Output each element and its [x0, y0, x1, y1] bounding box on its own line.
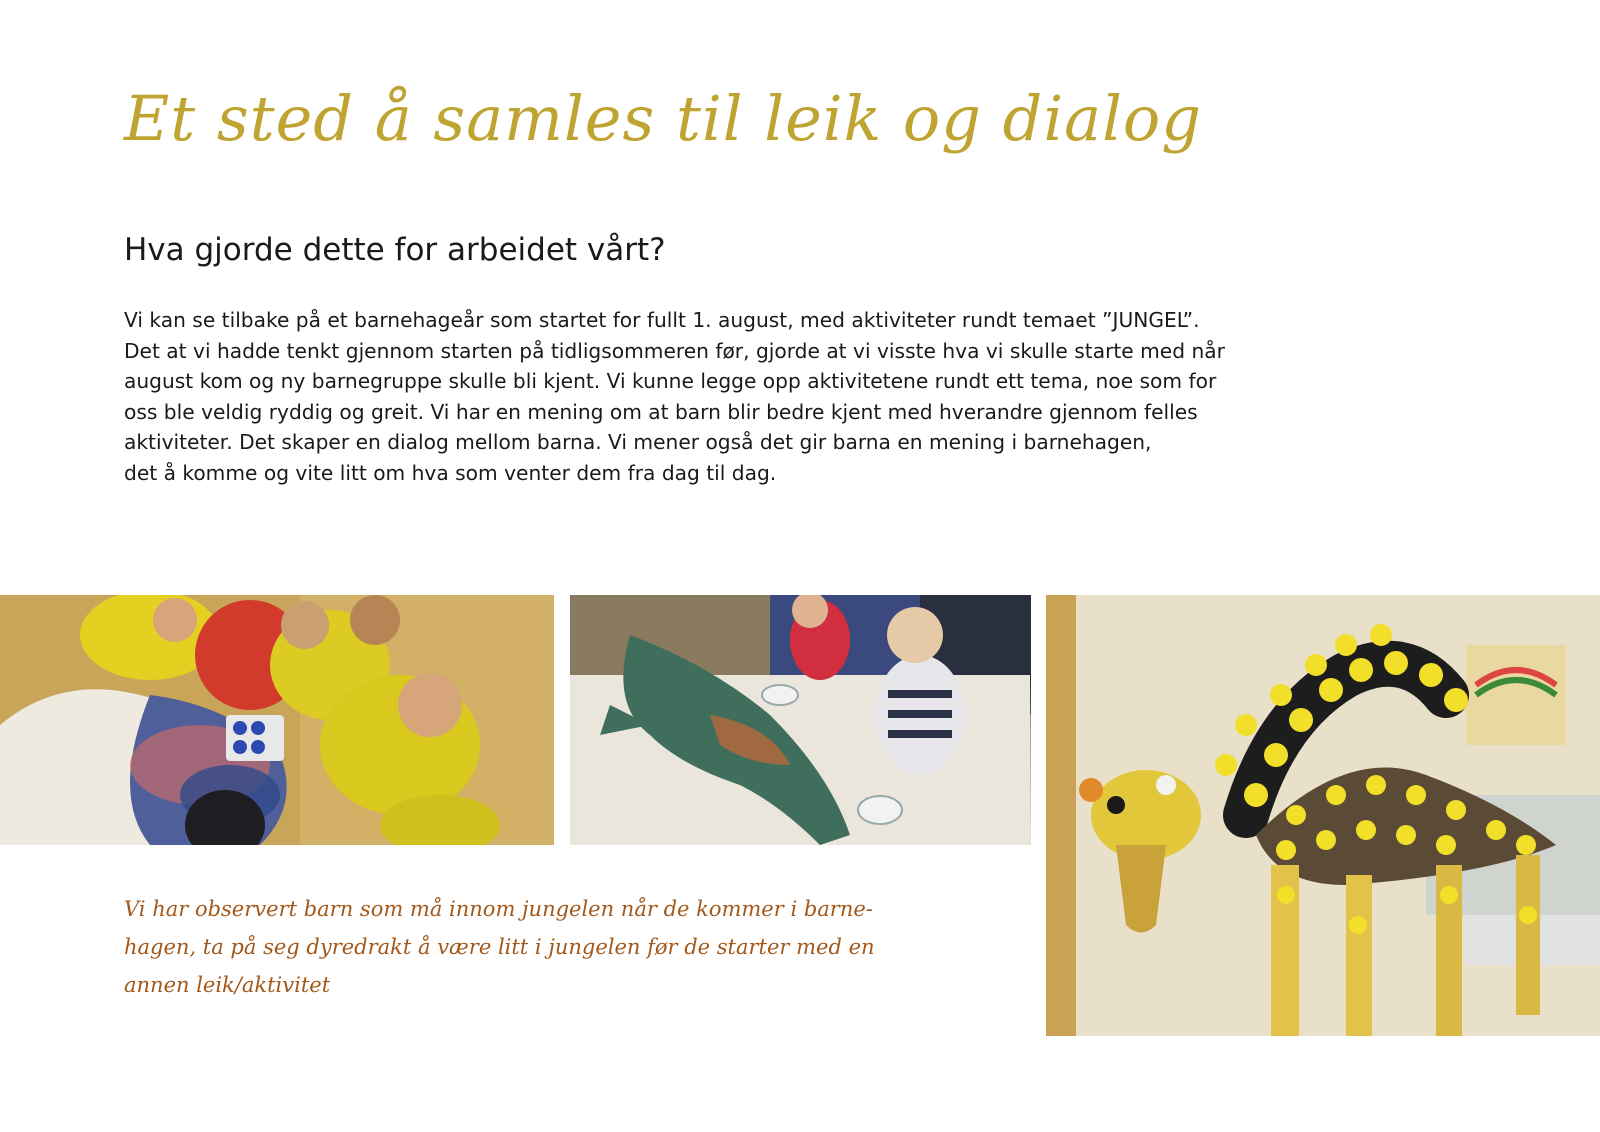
- photo-children-painting-floor: [0, 595, 554, 845]
- caption-line: annen leik/aktivitet: [124, 973, 331, 997]
- page-title: Et sted å samles til leik og dialog: [124, 82, 1202, 155]
- caption-line: Vi har observert barn som må innom jungelen når de kommer i barne-: [124, 897, 873, 921]
- body-line: Vi kan se tilbake på et barnehageår som startet for fullt 1. august, med aktiviteter rundt temaet ”JUNGEL”.: [124, 308, 1200, 332]
- caption-line: hagen, ta på seg dyredrakt å være litt i jungelen før de starter med en: [124, 935, 875, 959]
- photo-giraffe-sculpture: [1046, 595, 1600, 1036]
- body-paragraph: [124, 305, 1444, 488]
- photo-children-crocodile: [570, 595, 1031, 845]
- body-line: Det at vi hadde tenkt gjennom starten på tidligsommeren før, gjorde at vi visste hva vi skulle starte med når: [124, 338, 1225, 363]
- body-line: oss ble veldig ryddig og greit. Vi har en mening om at barn blir bedre kjent med hverandre gjennom felles: [124, 399, 1198, 424]
- photo-caption: [124, 890, 984, 1004]
- section-heading: Hva gjorde dette for arbeidet vårt?: [124, 232, 666, 268]
- body-line: aktiviteter. Det skaper en dialog mellom barna. Vi mener også det gir barna en mening i barnehagen,: [124, 430, 1152, 454]
- body-line: det å komme og vite litt om hva som venter dem fra dag til dag.: [124, 460, 777, 485]
- body-line: august kom og ny barnegruppe skulle bli kjent. Vi kunne legge opp aktivitetene rundt ett tema, noe som for: [124, 369, 1217, 393]
